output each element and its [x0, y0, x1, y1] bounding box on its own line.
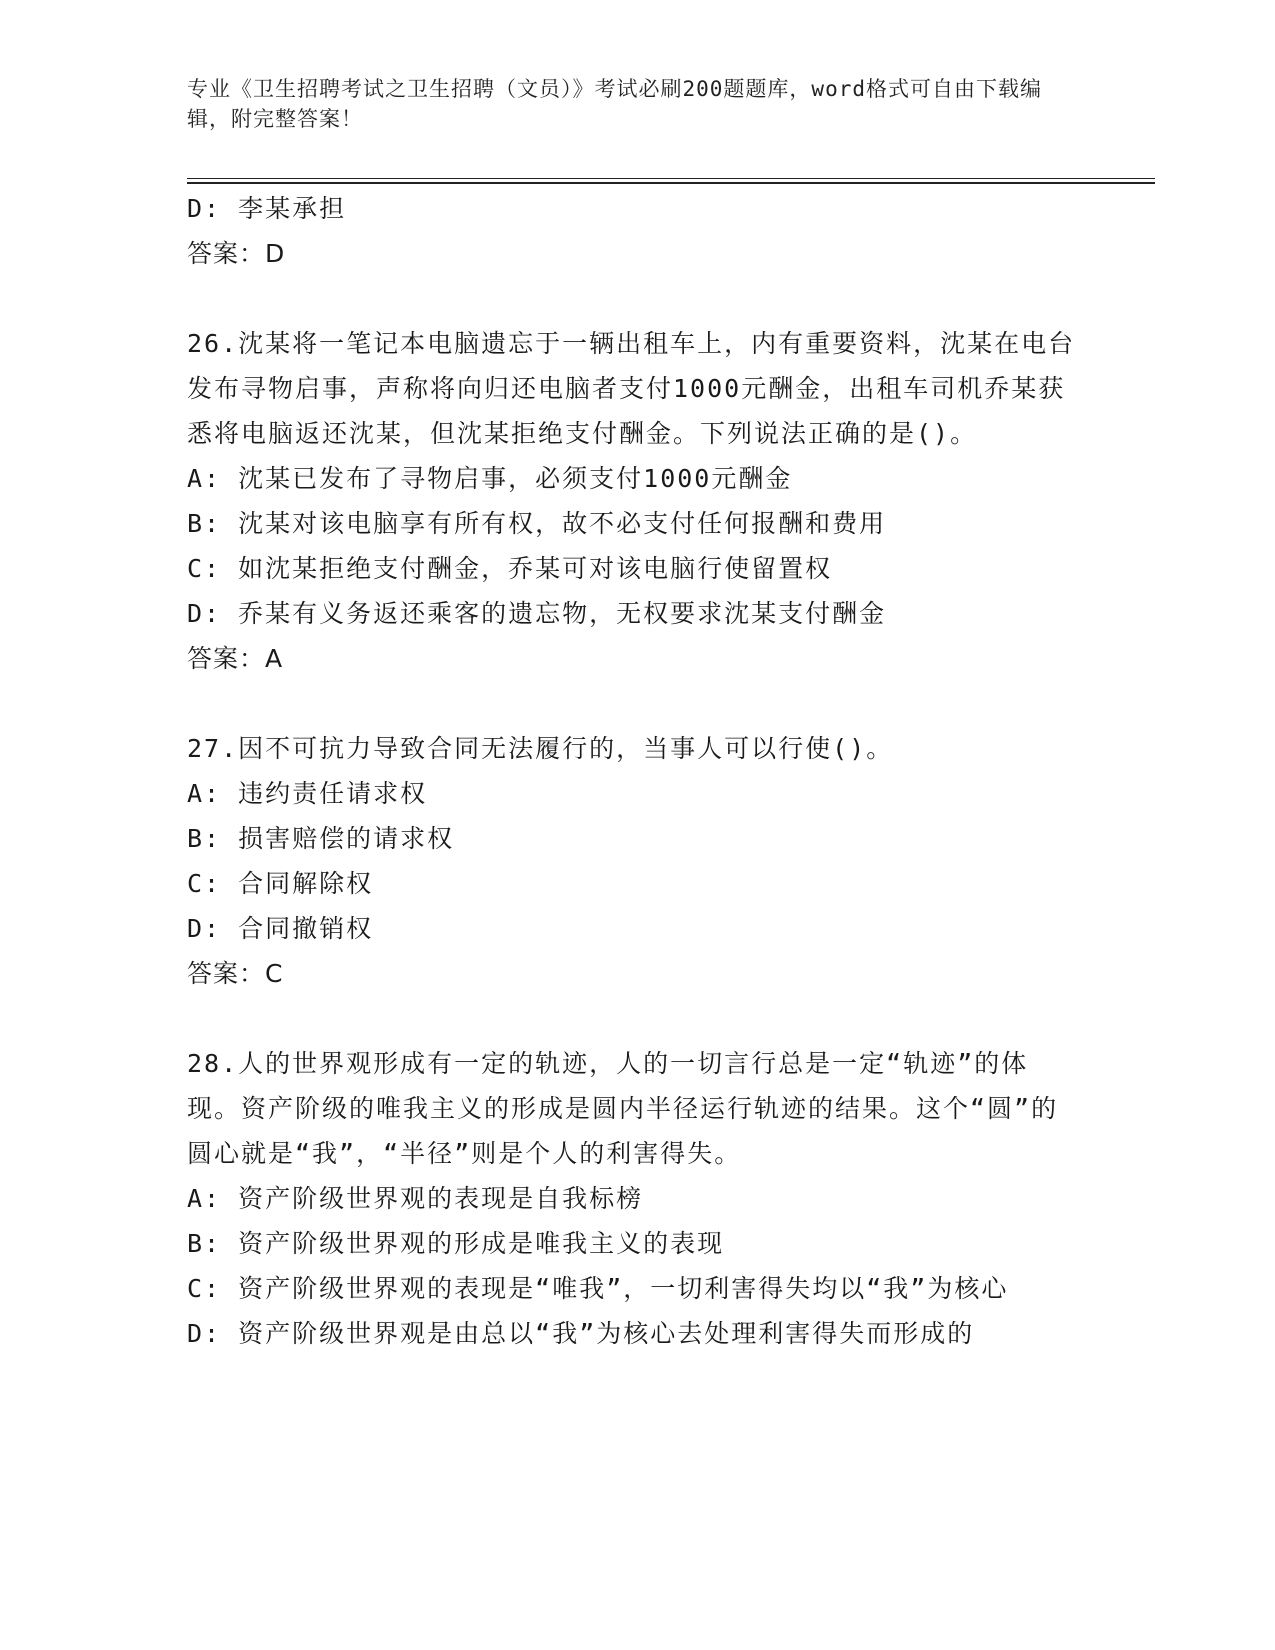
option-a: A: 违约责任请求权	[187, 779, 428, 808]
option-b: B: 损害赔偿的请求权	[187, 824, 455, 853]
question-content	[187, 186, 1077, 1356]
option-a: A: 沈某已发布了寻物启事，必须支付1000元酬金	[187, 464, 793, 493]
spacer	[187, 276, 1077, 321]
header-divider-thin	[187, 178, 1155, 179]
prev-answer: 答案：D	[187, 239, 286, 268]
page-header: 专业《卫生招聘考试之卫生招聘（文员）》考试必刷200题题库，word格式可自由下载编辑，附完整答案！	[187, 77, 1042, 131]
question-stem: 28.人的世界观形成有一定的轨迹，人的一切言行总是一定“轨迹”的体现。资产阶级的唯我主义的形成是圆内半径运行轨迹的结果。这个“圆”的圆心就是“我”，“半径”则是个人的利害得失。	[187, 1049, 1059, 1168]
option-a: A: 资产阶级世界观的表现是自我标榜	[187, 1184, 644, 1213]
option-d: D: 合同撤销权	[187, 914, 374, 943]
option-d: D: 乔某有义务返还乘客的遗忘物，无权要求沈某支付酬金	[187, 599, 887, 628]
question-stem: 27.因不可抗力导致合同无法履行的，当事人可以行使()。	[187, 734, 894, 763]
question-26	[187, 321, 1077, 681]
spacer	[187, 996, 1077, 1041]
option-c: C: 资产阶级世界观的表现是“唯我”，一切利害得失均以“我”为核心	[187, 1274, 1009, 1303]
prev-option-d: D: 李某承担	[187, 194, 347, 223]
option-d: D: 资产阶级世界观是由总以“我”为核心去处理利害得失而形成的	[187, 1319, 975, 1348]
answer: 答案：C	[187, 959, 284, 988]
header-divider-thick	[187, 182, 1155, 184]
question-28	[187, 1041, 1077, 1356]
option-b: B: 沈某对该电脑享有所有权，故不必支付任何报酬和费用	[187, 509, 887, 538]
option-c: C: 如沈某拒绝支付酬金，乔某可对该电脑行使留置权	[187, 554, 833, 583]
answer: 答案：A	[187, 644, 284, 673]
spacer	[187, 681, 1077, 726]
option-c: C: 合同解除权	[187, 869, 374, 898]
question-stem: 26.沈某将一笔记本电脑遗忘于一辆出租车上，内有重要资料，沈某在电台发布寻物启事，声称将向归还电脑者支付1000元酬金，出租车司机乔某获悉将电脑返还沈某，但沈某拒绝支付酬金。下列说法正确的是()。	[187, 329, 1076, 448]
option-b: B: 资产阶级世界观的形成是唯我主义的表现	[187, 1229, 725, 1258]
question-27	[187, 726, 1077, 996]
